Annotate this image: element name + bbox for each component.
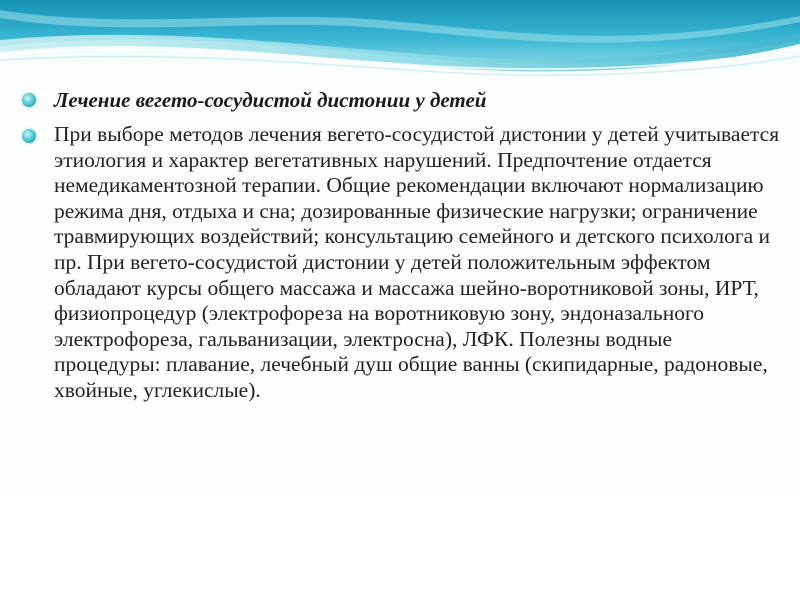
bullet-icon bbox=[22, 93, 36, 107]
bullet-item-body bbox=[22, 122, 782, 404]
header-wave-decoration bbox=[0, 0, 800, 80]
slide-body-text: При выборе методов лечения вегето-сосудистой дистонии у детей учитывается этиология и характер вегетативных нарушений. Предпочтение отдается немедикаментозной терапии. Общие рекомендации включают нормализацию режима дня, отдыха и сна; дозированные физические нагрузки; ограничение травмирующих воздействий; консультацию семейного и детского психолога и пр. При вегето-сосудистой дистонии у детей положительным эффектом обладают курсы общего массажа и массажа шейно-воротниковой зоны, ИРТ, физиопроцедур (электрофореза на воротниковую зону, эндоназального электрофореза, гальванизации, электросна), ЛФК. Полезны водные процедуры: плавание, лечебный душ общие ванны (скипидарные, радоновые, хвойные, углекислые). bbox=[54, 122, 780, 402]
bullet-item-title bbox=[22, 86, 782, 114]
slide-content bbox=[22, 86, 782, 404]
slide-heading: Лечение вегето-сосудистой дистонии у детей bbox=[54, 88, 487, 112]
bullet-icon bbox=[22, 129, 36, 143]
